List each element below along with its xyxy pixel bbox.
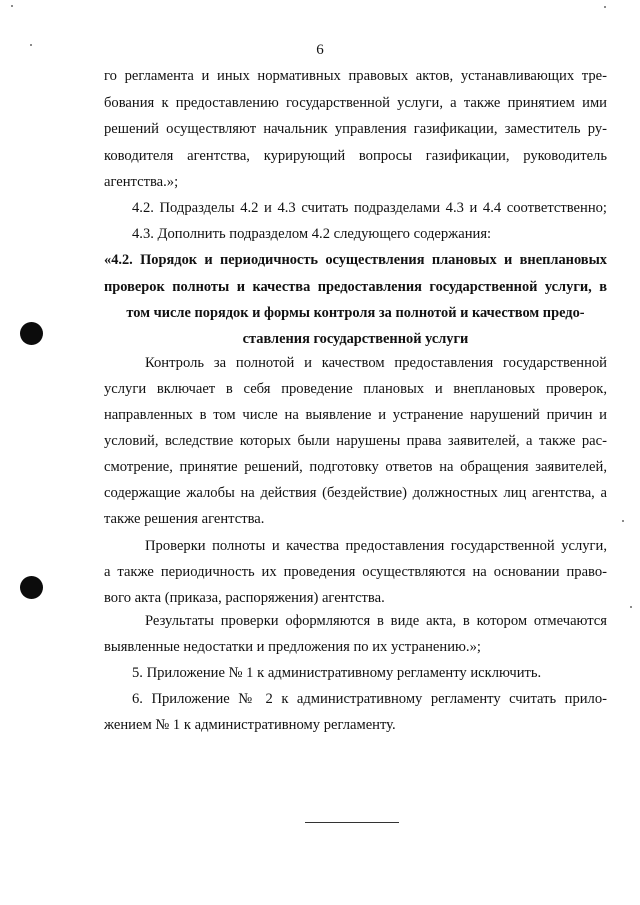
end-rule — [305, 822, 399, 823]
text-line: 5. Приложение № 1 к административному регламенту исключить. — [132, 665, 542, 681]
text-line: решений осуществляют начальник управления газификации, заместитель ру- — [104, 121, 607, 137]
scan-speck — [11, 5, 13, 7]
scan-speck — [630, 606, 632, 608]
text-line: также решения агентства. — [104, 511, 265, 527]
text-line: бования к предоставлению государственной услуги, а также принятием ими — [104, 95, 607, 111]
section-heading-line: «4.2. Порядок и периодичность осуществления плановых и внеплановых — [104, 252, 607, 268]
text-line: а также периодичность их проведения осуществляются на основании право- — [104, 564, 607, 580]
punch-hole-mark — [20, 322, 43, 345]
punch-hole-mark — [20, 576, 43, 599]
section-heading-line: проверок полноты и качества предоставления государственной услуги, в — [104, 279, 607, 295]
scan-speck — [604, 6, 606, 8]
text-line: Контроль за полнотой и качеством предоставления государственной — [145, 355, 607, 371]
text-line: 6. Приложение № 2 к административному регламенту считать прило- — [132, 691, 607, 707]
text-line: Проверки полноты и качества предоставления государственной услуги, — [145, 538, 607, 554]
text-line: го регламента и иных нормативных правовых актов, устанавливающих тре- — [104, 68, 607, 84]
text-line: услуги включает в себя проведение плановых и внеплановых проверок, — [104, 381, 607, 397]
text-line: жением № 1 к административному регламенту. — [104, 717, 396, 733]
text-line: Результаты проверки оформляются в виде акта, в котором отмечаются — [145, 613, 607, 629]
text-line: 4.2. Подразделы 4.2 и 4.3 считать подразделами 4.3 и 4.4 соответственно; — [132, 200, 607, 216]
text-line: вого акта (приказа, распоряжения) агентства. — [104, 590, 385, 606]
text-line: 4.3. Дополнить подразделом 4.2 следующего содержания: — [132, 226, 492, 242]
scan-speck — [622, 520, 624, 522]
text-line: ководителя агентства, курирующий вопросы газификации, руководитель — [104, 148, 607, 164]
text-line: агентства.»; — [104, 174, 179, 190]
text-line: направленных в том числе на выявление и устранение нарушений причин и — [104, 407, 607, 423]
section-heading-line: том числе порядок и формы контроля за полнотой и качеством предо- — [126, 305, 585, 321]
text-line: смотрение, принятие решений, подготовку ответов на обращения заявителей, — [104, 459, 607, 475]
section-heading-line: ставления государственной услуги — [242, 331, 469, 347]
page-number: 6 — [316, 42, 324, 58]
text-line: выявленные недостатки и предложения по их устранению.»; — [104, 639, 481, 655]
scan-speck — [30, 44, 32, 46]
text-line: содержащие жалобы на действия (бездействие) должностных лиц агентства, а — [104, 485, 607, 501]
text-line: условий, вследствие которых были нарушены права заявителей, а также рас- — [104, 433, 607, 449]
